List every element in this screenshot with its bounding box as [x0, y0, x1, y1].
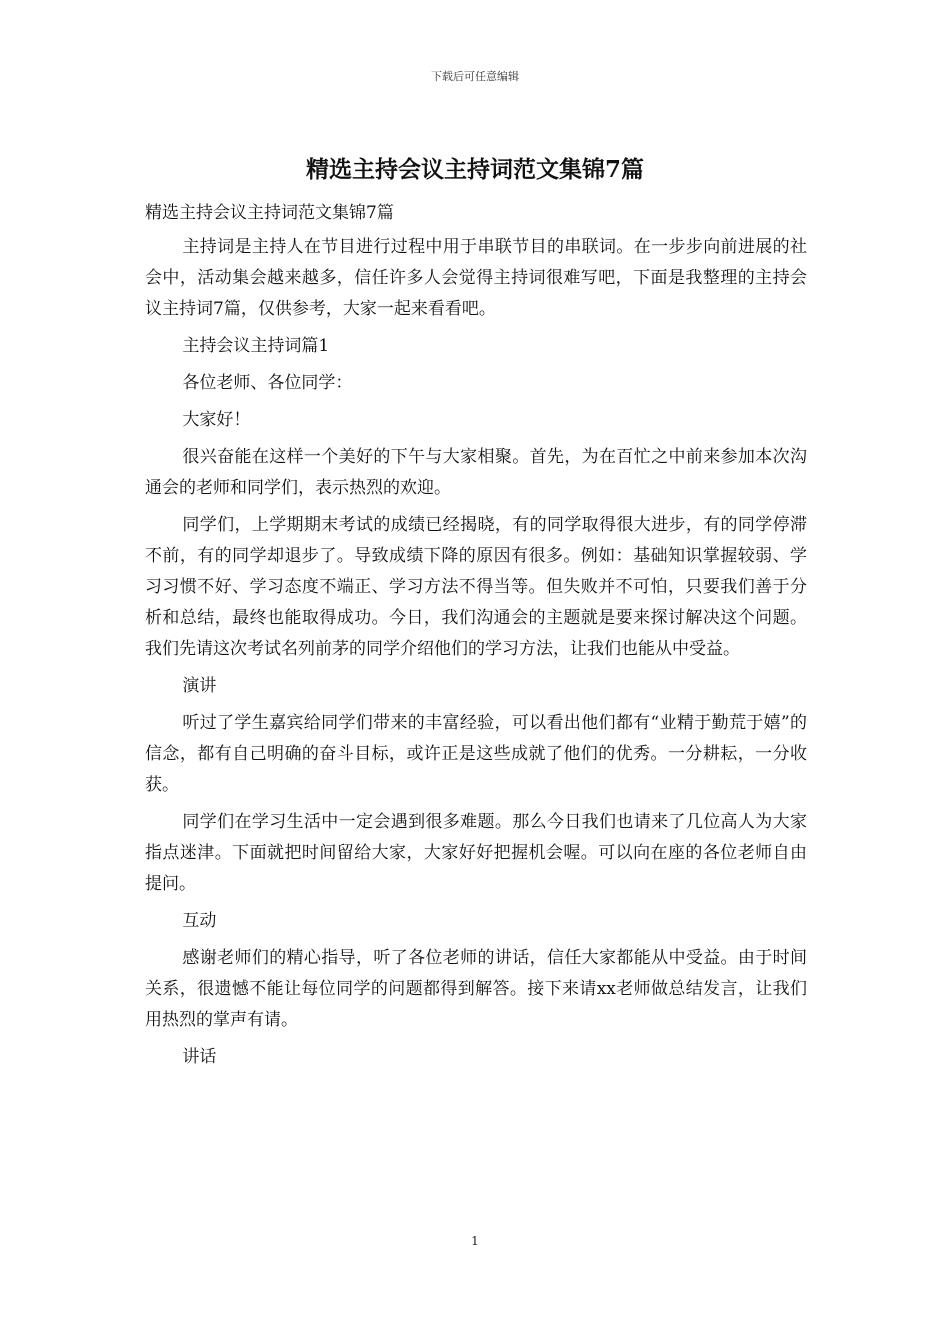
document-title: 精选主持会议主持词范文集锦7篇	[305, 156, 644, 183]
thanks-paragraph: 感谢老师们的精心指导，听了各位老师的讲话，信任大家都能从中受益。由于时间关系，很遗憾不能让每位同学的问题都得到解答。接下来请xx老师做总结发言，让我们用热烈的掌声有请。	[145, 948, 807, 1030]
salutation: 各位老师、各位同学：	[182, 373, 353, 393]
document-body	[145, 198, 807, 1079]
questions-paragraph: 同学们在学习生活中一定会遇到很多难题。那么今日我们也请来了几位高人为大家指点迷津。下面就把时间留给大家，大家好好把握机会喔。可以向在座的各位老师自由提问。	[145, 812, 807, 894]
welcome-paragraph: 很兴奋能在这样一个美好的下午与大家相聚。首先，为在百忙之中前来参加本次沟通会的老师和同学们，表示热烈的欢迎。	[145, 447, 807, 498]
page-number: 1	[471, 1234, 479, 1248]
experience-paragraph: 听过了学生嘉宾给同学们带来的丰富经验，可以看出他们都有“业精于勤荒于嬉”的信念，都有自己明确的奋斗目标，或许正是这些成就了他们的优秀。一分耕耘，一分收获。	[145, 713, 807, 795]
segment-label-speech: 演讲	[182, 676, 217, 696]
section-heading: 主持会议主持词篇1	[182, 336, 330, 356]
greeting: 大家好！	[182, 410, 251, 430]
intro-paragraph: 主持词是主持人在节目进行过程中用于串联节目的串联词。在一步步向前进展的社会中，活动集会越来越多，信任许多人会觉得主持词很难写吧，下面是我整理的主持会议主持词7篇，仅供参考，大家一起来看看吧。	[145, 237, 807, 319]
subtitle-line: 精选主持会议主持词范文集锦7篇	[145, 203, 394, 223]
segment-label-interaction: 互动	[182, 911, 217, 931]
exam-paragraph: 同学们，上学期期末考试的成绩已经揭晓，有的同学取得很大进步，有的同学停滞不前，有的同学却退步了。导致成绩下降的原因有很多。例如：基础知识掌握较弱、学习习惯不好、学习态度不端正、学习方法不得当等。但失败并不可怕，只要我们善于分析和总结，最终也能取得成功。今日，我们沟通会的主题就是要来探讨解决这个问题。我们先请这次考试名列前茅的同学介绍他们的学习方法，让我们也能从中受益。	[145, 515, 807, 659]
header-note: 下载后可任意编辑	[431, 70, 519, 83]
segment-label-talk: 讲话	[182, 1047, 217, 1067]
